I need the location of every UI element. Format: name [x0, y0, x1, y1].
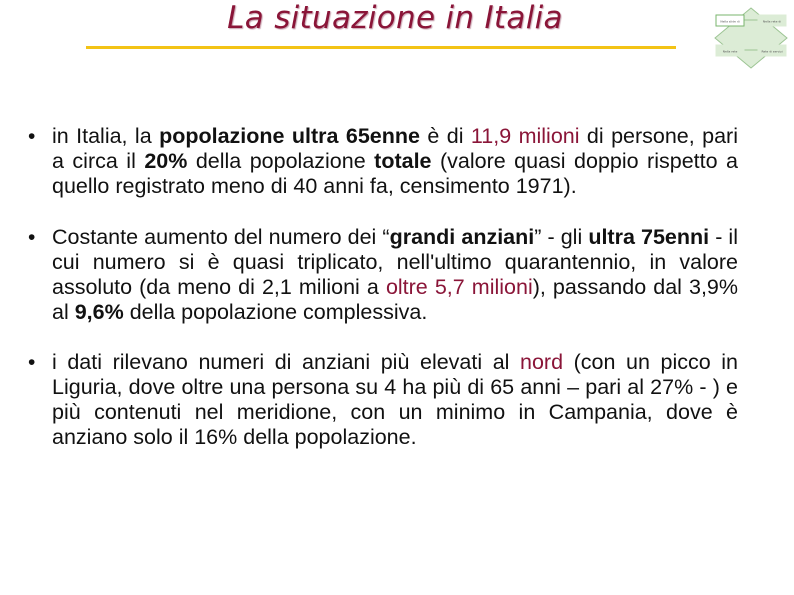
bullet-text-highlight: nord	[520, 350, 564, 374]
bullet-text-bold: popolazione ultra 65enne	[159, 124, 420, 148]
title-underline	[86, 46, 676, 49]
diagram-node-2-label: Nella rete di	[762, 19, 782, 24]
bullet-text: della popolazione	[187, 149, 375, 173]
bullet-item	[24, 124, 738, 199]
bullet-text-highlight: 11,9 milioni	[470, 124, 580, 148]
bullet-text: Costante aumento del numero dei “	[52, 225, 390, 249]
bullet-text-highlight: oltre 5,7 milioni	[385, 275, 533, 299]
bullet-text: i dati rilevano numeri di anziani più elevati al	[52, 350, 521, 374]
bullet-text: ), passando dal 3,9% al	[52, 275, 738, 324]
bullet-text: in Italia, la	[52, 124, 160, 148]
bullet-text: della popolazione complessiva.	[123, 300, 428, 324]
bullet-text: (con un picco in Liguria, dove oltre una persona su 4 ha più di 65 anni – pari al 27% - ) e più contenuti nel meridione, con un minimo in Campania, dove è anziano solo il 16% della popolazione.	[52, 350, 738, 449]
navigation-diagram-thumbnail[interactable]	[713, 6, 789, 70]
bullet-text: ” - gli	[534, 225, 589, 249]
bullet-text: (valore quasi doppio rispetto a quello registrato meno di 40 anni fa, censimento 1971).	[52, 149, 738, 198]
bullet-item	[24, 350, 738, 450]
bullet-item	[24, 225, 738, 325]
bullet-text-bold: totale	[374, 149, 432, 173]
bullet-text: di persone, pari a circa il	[52, 124, 738, 173]
diagram-node-1-label: Nella slide di	[720, 19, 740, 24]
slide-title: La situazione in Italia	[227, 0, 563, 36]
bullet-dot-icon: •	[28, 125, 36, 148]
bullet-text-bold: grandi anziani	[389, 225, 535, 249]
diagram-node-3-label: Nella rete	[722, 49, 738, 54]
bullet-text: è di	[420, 124, 471, 148]
bullet-text: - il cui numero si è quasi triplicato, nell'ultimo quarantennio, in valore assoluto (da meno di 2,1 milioni a	[52, 225, 738, 299]
diagram-node-4-label: Rete di servizi	[761, 49, 783, 54]
bullet-text-bold: 9,6%	[74, 300, 124, 324]
bullet-text-bold: 20%	[144, 149, 188, 173]
bullet-text-bold: ultra 75enni	[588, 225, 710, 249]
bullet-dot-icon: •	[28, 226, 36, 249]
bullet-dot-icon: •	[28, 351, 36, 374]
bullet-list	[24, 124, 738, 450]
